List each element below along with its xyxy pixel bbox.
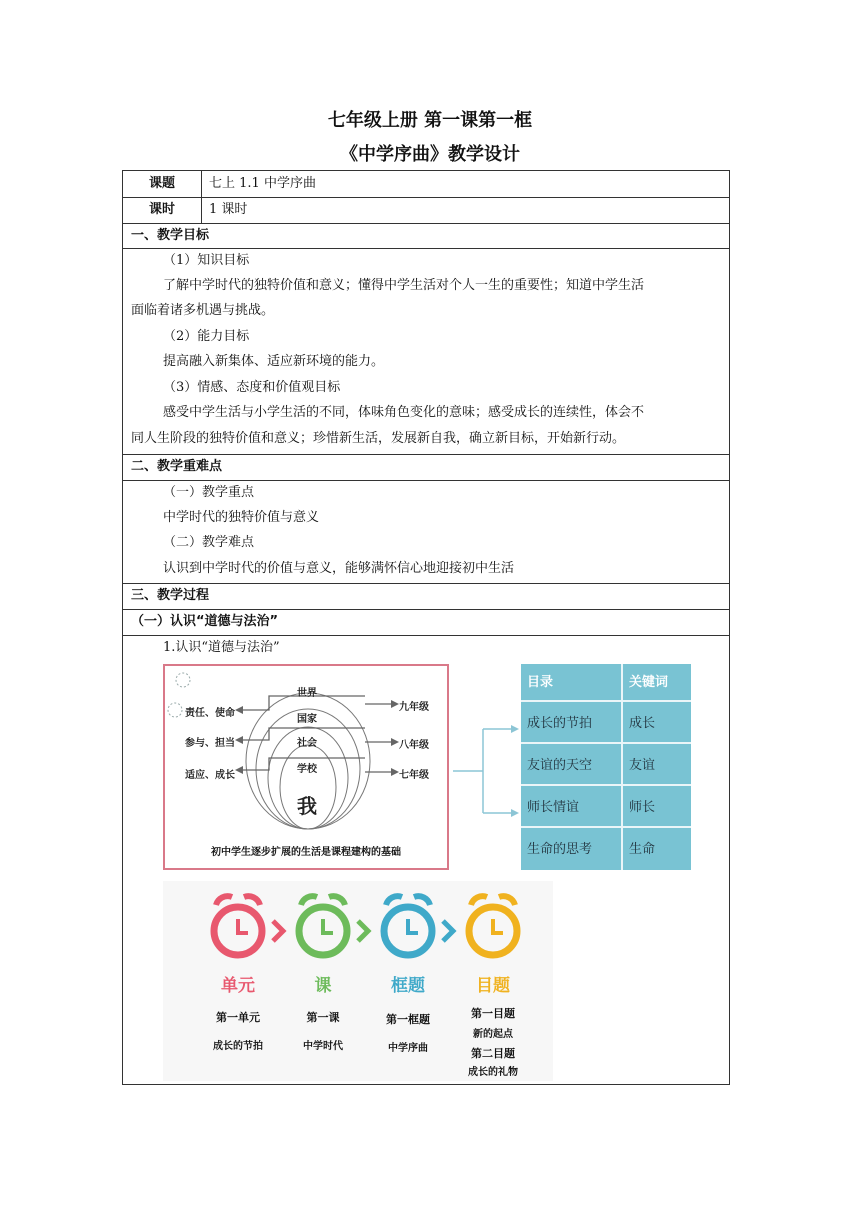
grade-8: 八年级: [399, 740, 429, 751]
process-heading: 三、教学过程: [131, 588, 210, 603]
frame-detail: 中学序曲: [388, 1043, 428, 1054]
lesson-plan-table: [122, 170, 730, 1085]
keyword-row: [521, 742, 691, 784]
lesson-title: 第一课: [306, 1011, 340, 1024]
level-item: 目题: [476, 976, 510, 996]
keyword-row-keyword: 生命: [629, 842, 656, 857]
doc-title-line2: 《中学序曲》教学设计: [340, 144, 520, 165]
item-title-1: 第一目题: [471, 1007, 515, 1020]
ability-text: 提高融入新集体、适应新环境的能力。: [163, 354, 385, 369]
level-unit: 单元: [221, 976, 255, 996]
alarm-clock-icon: [384, 896, 432, 955]
ability-title: （2）能力目标: [163, 329, 250, 344]
chevron-right-icon: [273, 921, 283, 941]
keyword-row: [521, 826, 691, 868]
ring-world: 世界: [297, 688, 317, 699]
frame-title: 第一框题: [386, 1013, 430, 1026]
keyword-row-catalog: 成长的节拍: [527, 716, 593, 731]
emotion-text-1: 感受中学生活与小学生活的不同，体味角色变化的意味；感受成长的连续性，体会不: [163, 405, 645, 420]
unit-title: 第一单元: [216, 1011, 260, 1024]
emotion-text-2: 同人生阶段的独特价值和意义；珍惜新生活，发展新自我，确立新目标，开始新行动。: [131, 431, 626, 446]
row-divider: [123, 223, 729, 224]
hard-text: 认识到中学时代的价值与意义，能够满怀信心地迎接初中生活: [163, 561, 515, 576]
doc-title-line1: 七年级上册 第一课第一框: [327, 110, 533, 131]
period-label: 课时: [148, 202, 175, 217]
item-detail-1: 新的起点: [473, 1029, 513, 1040]
knowledge-text-2: 面临着诸多机遇与挑战。: [131, 303, 275, 318]
hierarchy-figure: [163, 881, 553, 1081]
row-divider: [123, 583, 729, 584]
left-label-1: 责任、使命: [185, 708, 235, 719]
item-detail-2: 成长的礼物: [468, 1067, 518, 1078]
topic-label: 课题: [148, 176, 175, 191]
left-label-2: 参与、担当: [185, 738, 235, 749]
keyword-row-keyword: 成长: [629, 716, 656, 731]
keyword-row: [521, 700, 691, 742]
grade-7: 七年级: [399, 770, 429, 781]
keyword-row-catalog: 师长情谊: [527, 800, 580, 815]
process-item-1: 1.认识“道德与法治”: [163, 640, 280, 655]
clock-row: [163, 881, 553, 971]
objectives-heading: 一、教学目标: [131, 228, 210, 243]
keypoints-heading: 二、教学重难点: [131, 459, 223, 474]
period-value: 1 课时: [209, 202, 248, 217]
hard-title: （二）教学难点: [163, 535, 255, 550]
keyword-table: [521, 664, 691, 870]
keyword-header-catalog: 目录: [527, 675, 554, 690]
key-text: 中学时代的独特价值与意义: [163, 510, 320, 525]
diagram-caption: 初中学生逐步扩展的生活是课程建构的基础: [211, 847, 401, 858]
keyword-row-keyword: 师长: [629, 800, 656, 815]
level-lesson: 课: [314, 976, 332, 996]
connector-arrows: [453, 711, 519, 831]
keyword-row-catalog: 友谊的天空: [527, 758, 593, 773]
emotion-title: （3）情感、态度和价值观目标: [163, 380, 341, 395]
keyword-row-keyword: 友谊: [629, 758, 656, 773]
item-title-2: 第二目题: [471, 1047, 515, 1060]
keyword-row-catalog: 生命的思考: [527, 842, 593, 857]
ring-country: 国家: [297, 714, 317, 725]
alarm-clock-icon: [469, 896, 517, 955]
alarm-clock-icon: [214, 896, 262, 955]
ring-me: 我: [297, 794, 317, 818]
left-label-3: 适应、成长: [185, 770, 235, 781]
key-title: （一）教学重点: [163, 485, 255, 500]
keyword-header-keyword: 关键词: [629, 675, 669, 690]
level-frame: 框题: [391, 976, 425, 996]
grade-9: 九年级: [399, 702, 429, 713]
chevron-right-icon: [358, 921, 368, 941]
topic-value: 七上 1.1 中学序曲: [209, 176, 316, 191]
keyword-row: [521, 784, 691, 826]
process-sub-heading: （一）认识“道德与法治”: [131, 614, 279, 629]
unit-detail: 成长的节拍: [213, 1041, 263, 1052]
chevron-right-icon: [443, 921, 453, 941]
ring-school: 学校: [297, 764, 317, 775]
lesson-detail: 中学时代: [303, 1041, 343, 1052]
knowledge-text-1: 了解中学时代的独特价值和意义；懂得中学生活对个人一生的重要性；知道中学生活: [163, 278, 645, 293]
alarm-clock-icon: [299, 896, 347, 955]
ring-society: 社会: [297, 738, 317, 749]
life-expansion-diagram: [163, 664, 449, 870]
knowledge-title: （1）知识目标: [163, 253, 250, 268]
